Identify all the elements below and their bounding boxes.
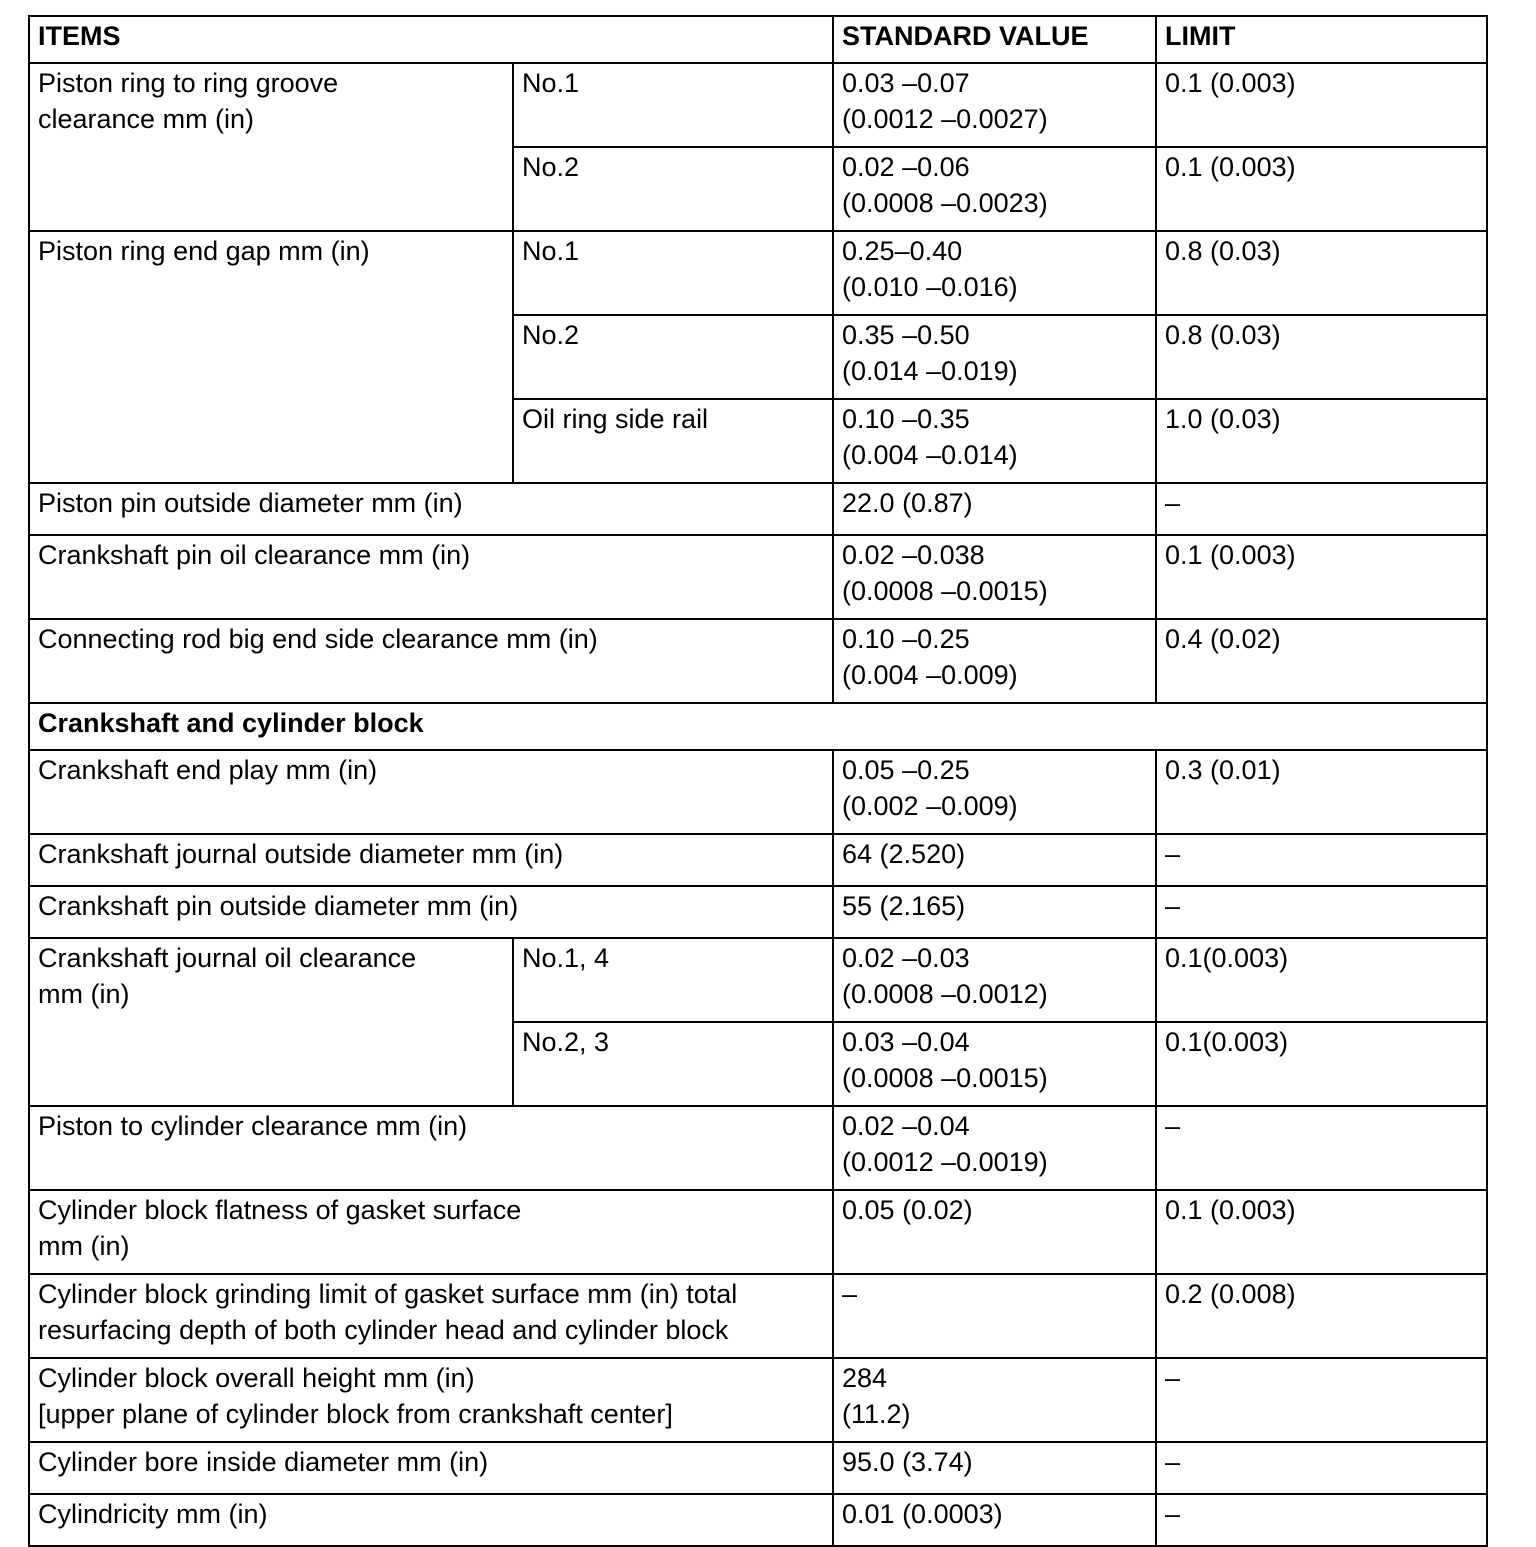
limit-value: 1.0 (0.03)	[1156, 399, 1487, 483]
table-row	[29, 483, 1487, 535]
sub-item: No.1	[513, 63, 833, 147]
standard-value: 95.0 (3.74)	[833, 1442, 1156, 1494]
limit-value: –	[1156, 1106, 1487, 1190]
standard-value: 64 (2.520)	[833, 834, 1156, 886]
table-header-row	[29, 16, 1487, 63]
item-end-gap: Piston ring end gap mm (in)	[29, 231, 513, 483]
item-overall-height: Cylinder block overall height mm (in) [upper plane of cylinder block from crankshaft center]	[29, 1358, 833, 1442]
sub-item: No.2	[513, 147, 833, 231]
table-row	[29, 231, 1487, 315]
item-crank-pin-oil: Crankshaft pin oil clearance mm (in)	[29, 535, 833, 619]
item-cylindricity: Cylindricity mm (in)	[29, 1494, 833, 1546]
item-ring-groove: Piston ring to ring groove clearance mm (in)	[29, 63, 513, 231]
header-items: ITEMS	[29, 16, 833, 63]
table-row	[29, 886, 1487, 938]
limit-value: –	[1156, 834, 1487, 886]
item-end-play: Crankshaft end play mm (in)	[29, 750, 833, 834]
table-row	[29, 1494, 1487, 1546]
header-limit: LIMIT	[1156, 16, 1487, 63]
standard-value: 0.10 –0.35 (0.004 –0.014)	[833, 399, 1156, 483]
standard-value: 0.35 –0.50 (0.014 –0.019)	[833, 315, 1156, 399]
limit-value: 0.1(0.003)	[1156, 1022, 1487, 1106]
item-bore-diameter: Cylinder bore inside diameter mm (in)	[29, 1442, 833, 1494]
limit-value: 0.4 (0.02)	[1156, 619, 1487, 703]
sub-item: No.1, 4	[513, 938, 833, 1022]
limit-value: 0.1(0.003)	[1156, 938, 1487, 1022]
limit-value: 0.1 (0.003)	[1156, 63, 1487, 147]
limit-value: 0.1 (0.003)	[1156, 147, 1487, 231]
item-grinding-limit: Cylinder block grinding limit of gasket surface mm (in) total resurfacing depth of both cylinder head and cylinder block	[29, 1274, 833, 1358]
standard-value: 0.02 –0.038 (0.0008 –0.0015)	[833, 535, 1156, 619]
item-crank-pin-od: Crankshaft pin outside diameter mm (in)	[29, 886, 833, 938]
item-conrod-side: Connecting rod big end side clearance mm (in)	[29, 619, 833, 703]
table-row	[29, 1442, 1487, 1494]
limit-value: –	[1156, 1358, 1487, 1442]
standard-value: 0.03 –0.07 (0.0012 –0.0027)	[833, 63, 1156, 147]
standard-value: 0.10 –0.25 (0.004 –0.009)	[833, 619, 1156, 703]
table-row	[29, 938, 1487, 1022]
table-row	[29, 535, 1487, 619]
table-row	[29, 1190, 1487, 1274]
standard-value: 0.02 –0.03 (0.0008 –0.0012)	[833, 938, 1156, 1022]
standard-value: 0.01 (0.0003)	[833, 1494, 1156, 1546]
table-row	[29, 63, 1487, 147]
limit-value: 0.1 (0.003)	[1156, 535, 1487, 619]
table-row	[29, 1358, 1487, 1442]
standard-value: 284 (11.2)	[833, 1358, 1156, 1442]
header-standard-value: STANDARD VALUE	[833, 16, 1156, 63]
standard-value: 0.05 –0.25 (0.002 –0.009)	[833, 750, 1156, 834]
item-journal-oil: Crankshaft journal oil clearance mm (in)	[29, 938, 513, 1106]
limit-value: –	[1156, 1442, 1487, 1494]
limit-value: 0.8 (0.03)	[1156, 315, 1487, 399]
item-journal-od: Crankshaft journal outside diameter mm (in)	[29, 834, 833, 886]
sub-item: No.2, 3	[513, 1022, 833, 1106]
standard-value: 0.05 (0.02)	[833, 1190, 1156, 1274]
limit-value: 0.3 (0.01)	[1156, 750, 1487, 834]
section-row	[29, 703, 1487, 750]
limit-value: –	[1156, 1494, 1487, 1546]
table-row	[29, 834, 1487, 886]
standard-value: 0.02 –0.04 (0.0012 –0.0019)	[833, 1106, 1156, 1190]
section-heading: Crankshaft and cylinder block	[29, 703, 1487, 750]
sub-item: No.2	[513, 315, 833, 399]
sub-item: Oil ring side rail	[513, 399, 833, 483]
table-row	[29, 1106, 1487, 1190]
item-piston-pin-od: Piston pin outside diameter mm (in)	[29, 483, 833, 535]
limit-value: 0.2 (0.008)	[1156, 1274, 1487, 1358]
table-row	[29, 619, 1487, 703]
standard-value: 0.25–0.40 (0.010 –0.016)	[833, 231, 1156, 315]
standard-value: 22.0 (0.87)	[833, 483, 1156, 535]
standard-value: 0.02 –0.06 (0.0008 –0.0023)	[833, 147, 1156, 231]
standard-value: 0.03 –0.04 (0.0008 –0.0015)	[833, 1022, 1156, 1106]
table-row	[29, 750, 1487, 834]
limit-value: 0.1 (0.003)	[1156, 1190, 1487, 1274]
limit-value: 0.8 (0.03)	[1156, 231, 1487, 315]
standard-value: 55 (2.165)	[833, 886, 1156, 938]
table-row	[29, 1274, 1487, 1358]
item-piston-cylinder: Piston to cylinder clearance mm (in)	[29, 1106, 833, 1190]
limit-value: –	[1156, 483, 1487, 535]
specification-table	[28, 15, 1488, 1547]
limit-value: –	[1156, 886, 1487, 938]
standard-value: –	[833, 1274, 1156, 1358]
item-flatness: Cylinder block flatness of gasket surface mm (in)	[29, 1190, 833, 1274]
sub-item: No.1	[513, 231, 833, 315]
